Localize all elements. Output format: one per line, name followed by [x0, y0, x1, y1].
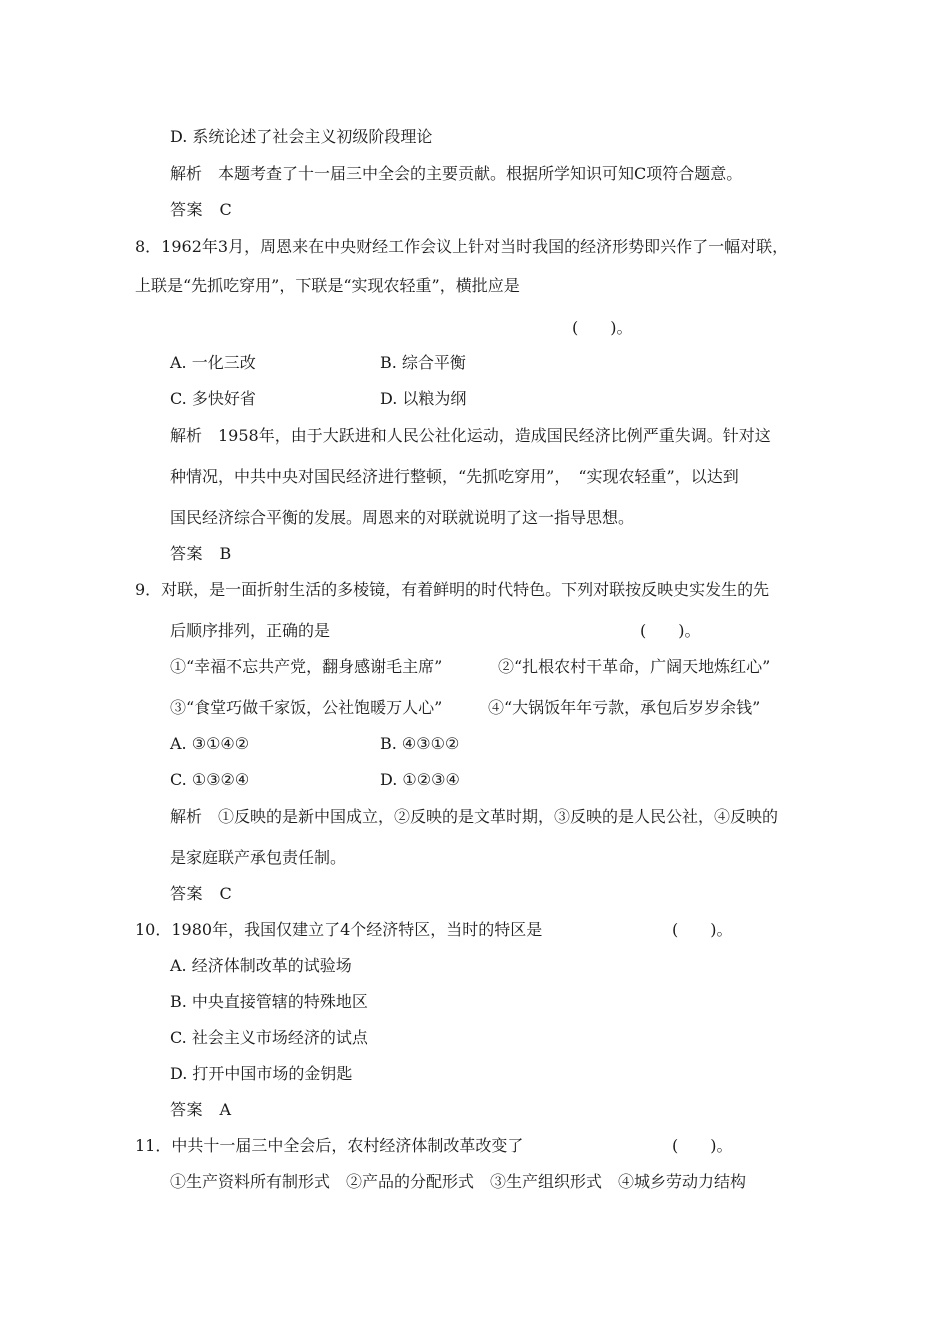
- q9-item-3: ③“食堂巧做千家饭，公社饱暖万人心”: [170, 698, 443, 717]
- q8-answer-bracket: ( )。: [572, 318, 633, 337]
- q10-stem: 10．1980年，我国仅建立了4个经济特区，当时的特区是: [135, 920, 543, 939]
- q10-option-b: B. 中央直接管辖的特殊地区: [170, 992, 368, 1011]
- q9-item-1: ①“幸福不忘共产党，翻身感谢毛主席”: [170, 657, 443, 676]
- q9-option-d: D. ①②③④: [380, 770, 460, 789]
- q9-option-c: C. ①③②④: [170, 770, 250, 789]
- q8-stem-line2: 上联是“先抓吃穿用”，下联是“实现农轻重”，横批应是: [135, 276, 520, 295]
- q8-option-d: D. 以粮为纲: [380, 389, 467, 408]
- q9-analysis-line1: 解析 ①反映的是新中国成立，②反映的是文革时期，③反映的是人民公社，④反映的: [170, 807, 779, 826]
- q9-option-b: B. ④③①②: [380, 734, 460, 753]
- q7-option-d: D. 系统论述了社会主义初级阶段理论: [170, 127, 433, 146]
- q10-option-c: C. 社会主义市场经济的试点: [170, 1028, 368, 1047]
- q8-stem-line1: 8．1962年3月，周恩来在中央财经工作会议上针对当时我国的经济形势即兴作了一幅对联，: [135, 237, 789, 256]
- q10-option-a: A. 经济体制改革的试验场: [170, 956, 352, 975]
- q7-answer: 答案 C: [170, 200, 233, 219]
- q10-answer-bracket: ( )。: [672, 920, 733, 939]
- q9-stem-line1: 9．对联，是一面折射生活的多棱镜，有着鲜明的时代特色。下列对联按反映史实发生的先: [135, 580, 770, 599]
- q9-answer: 答案 C: [170, 884, 233, 903]
- q8-analysis-line3: 国民经济综合平衡的发展。周恩来的对联就说明了这一指导思想。: [170, 508, 635, 527]
- q9-analysis-line2: 是家庭联产承包责任制。: [170, 848, 347, 867]
- q8-analysis-line2: 种情况，中共中央对国民经济进行整顿，“先抓吃穿用”， “实现农轻重”，以达到: [170, 467, 739, 486]
- q8-answer: 答案 B: [170, 544, 232, 563]
- q8-analysis-line1: 解析 1958年，由于大跃进和人民公社化运动，造成国民经济比例严重失调。针对这: [170, 426, 771, 445]
- q9-answer-bracket: ( )。: [640, 621, 701, 640]
- q8-option-b: B. 综合平衡: [380, 353, 466, 372]
- q11-items: ①生产资料所有制形式 ②产品的分配形式 ③生产组织形式 ④城乡劳动力结构: [170, 1172, 747, 1191]
- q9-stem-line2: 后顺序排列，正确的是: [170, 621, 331, 640]
- q7-analysis: 解析 本题考查了十一届三中全会的主要贡献。根据所学知识可知C项符合题意。: [170, 164, 743, 183]
- q9-item-4: ④“大锅饭年年亏款，承包后岁岁余钱”: [488, 698, 761, 717]
- q10-answer: 答案 A: [170, 1100, 232, 1119]
- q10-option-d: D. 打开中国市场的金钥匙: [170, 1064, 353, 1083]
- q11-stem: 11．中共十一届三中全会后，农村经济体制改革改变了: [135, 1136, 524, 1155]
- q9-item-2: ②“扎根农村干革命，广阔天地炼红心”: [498, 657, 771, 676]
- q11-answer-bracket: ( )。: [672, 1136, 733, 1155]
- q9-option-a: A. ③①④②: [170, 734, 250, 753]
- q8-option-c: C. 多快好省: [170, 389, 256, 408]
- q8-option-a: A. 一化三改: [170, 353, 256, 372]
